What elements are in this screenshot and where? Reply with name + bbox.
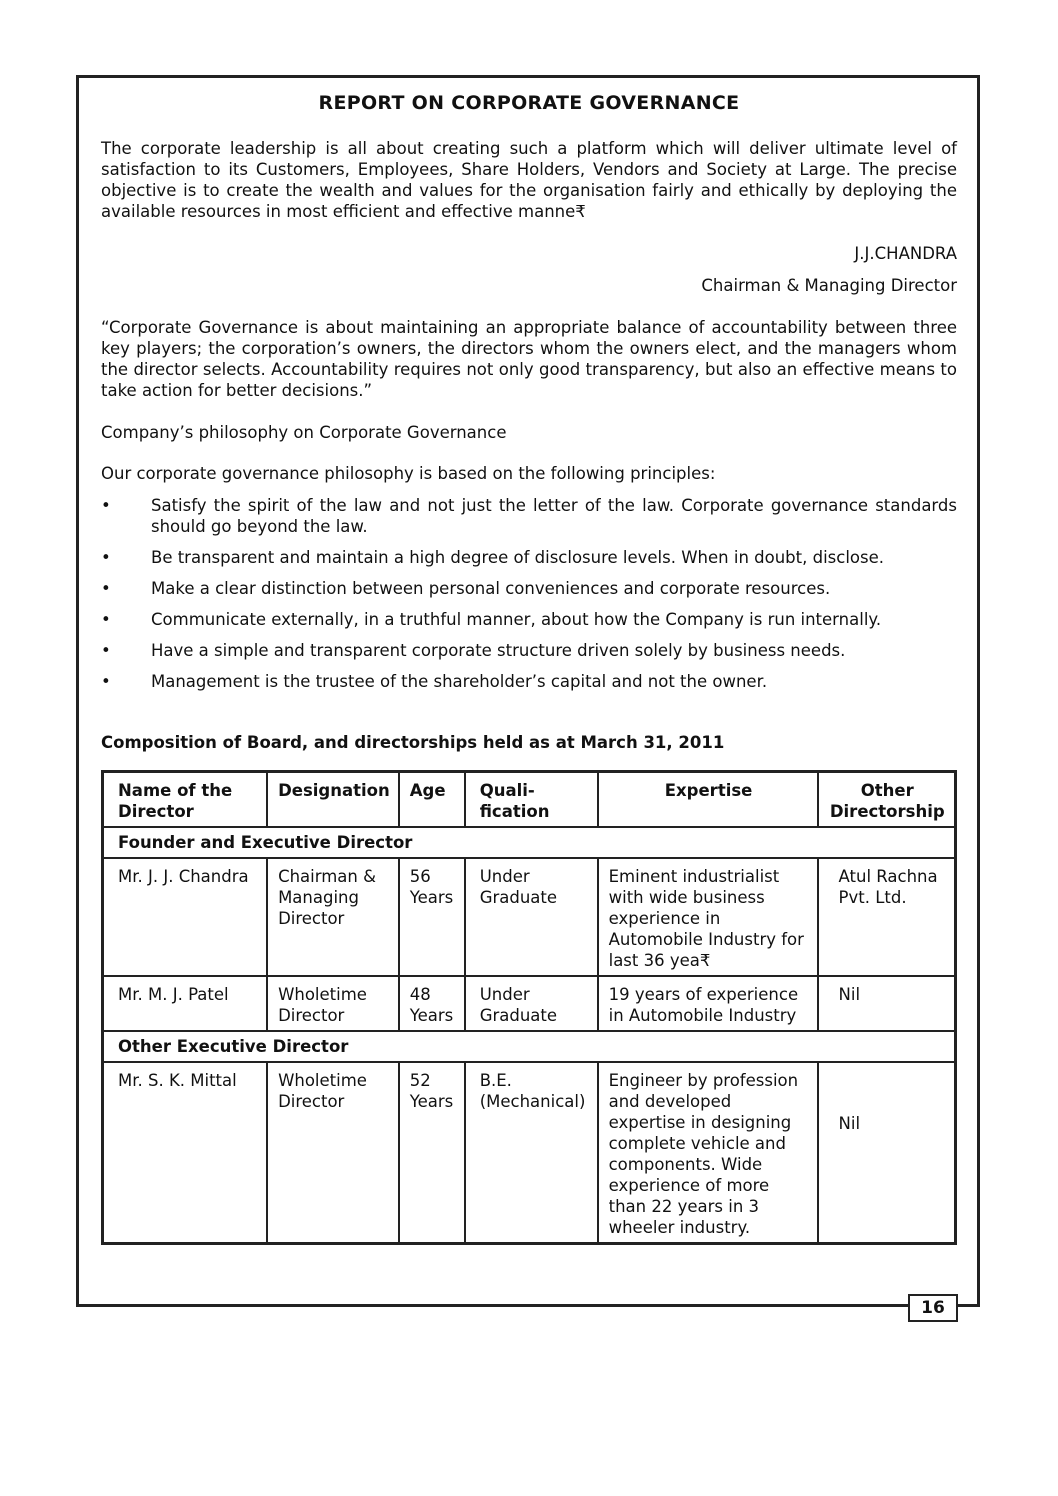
group-label: Founder and Executive Director (103, 827, 956, 858)
philosophy-heading-block (101, 422, 957, 443)
cell-name: Mr. S. K. Mittal (103, 1062, 268, 1244)
cell-age: 52 Years (399, 1062, 465, 1244)
page-number: 16 (908, 1294, 958, 1322)
header-designation: Designation (267, 772, 399, 828)
principles-intro: Our corporate governance philosophy is based on the following principles: (101, 464, 716, 483)
signatory-block (101, 243, 957, 296)
group-label: Other Executive Director (103, 1031, 956, 1062)
header-qualification: Quali-fication (465, 772, 598, 828)
cell-age: 48 Years (399, 976, 465, 1031)
list-item: • Have a simple and transparent corporate structure driven solely by business needs. (101, 641, 846, 660)
table-row (103, 1062, 956, 1244)
list-item: • Management is the trustee of the shareholder’s capital and not the owner. (101, 672, 768, 691)
cell-other-directorship: Nil (818, 976, 956, 1031)
governance-quote: “Corporate Governance is about maintaining an appropriate balance of accountability between three key players; the corporation’s owners, the directors whom the owners elect, and the managers whom the director selects. Accountability requires not only good transparency, but also an effective means to take action for better decisions.” (101, 318, 957, 400)
cell-name: Mr. J. J. Chandra (103, 858, 268, 976)
table-row (103, 858, 956, 976)
bullet-icon: • (101, 496, 111, 515)
page-title: REPORT ON CORPORATE GOVERNANCE (318, 92, 740, 114)
table-row (103, 976, 956, 1031)
cell-expertise: Eminent industrialist with wide business experience in Automobile Industry for last 36 yea₹ (598, 858, 818, 976)
header-other-directorship: Other Directorship (818, 772, 956, 828)
bullet-icon: • (101, 641, 111, 660)
list-item: • Make a clear distinction between personal conveniences and corporate resources. (101, 579, 831, 598)
cell-designation: Wholetime Director (267, 1062, 399, 1244)
principles-intro-block (101, 463, 957, 484)
header-age: Age (399, 772, 465, 828)
group-row (103, 1031, 956, 1062)
cell-other-directorship: Atul Rachna Pvt. Ltd. (818, 858, 956, 976)
header-expertise: Expertise (598, 772, 818, 828)
group-row (103, 827, 956, 858)
cell-designation: Wholetime Director (267, 976, 399, 1031)
bullet-icon: • (101, 579, 111, 598)
list-item: • Satisfy the spirit of the law and not just the letter of the law. Corporate governance standards should go beyond the law. (101, 496, 957, 536)
philosophy-heading: Company’s philosophy on Corporate Governance (101, 423, 507, 442)
header-name: Name of the Director (103, 772, 268, 828)
cell-qualification: Under Graduate (465, 976, 598, 1031)
cell-qualification: Under Graduate (465, 858, 598, 976)
cell-other-directorship: Nil (818, 1062, 956, 1244)
principles-list (101, 495, 957, 692)
cell-qualification: B.E. (Mechanical) (465, 1062, 598, 1244)
list-item: • Be transparent and maintain a high degree of disclosure levels. When in doubt, disclose. (101, 548, 885, 567)
table-header-row (103, 772, 956, 828)
bullet-icon: • (101, 672, 111, 691)
bullet-icon: • (101, 610, 111, 629)
table-heading: Composition of Board, and directorships held as at March 31, 2011 (101, 733, 725, 752)
cell-age: 56 Years (399, 858, 465, 976)
principles-list-block (101, 495, 957, 702)
cell-expertise: 19 years of experience in Automobile Industry (598, 976, 818, 1031)
list-item: • Communicate externally, in a truthful manner, about how the Company is run internally. (101, 610, 882, 629)
bullet-icon: • (101, 548, 111, 567)
cell-expertise: Engineer by profession and developed expertise in designing complete vehicle and components. Wide experience of more than 22 years in 3 wheeler industry. (598, 1062, 818, 1244)
quote-block (101, 317, 957, 401)
board-composition-table (101, 770, 957, 1245)
signatory-name: J.J.CHANDRA (854, 244, 957, 263)
intro-block (101, 138, 957, 222)
signatory-designation: Chairman & Managing Director (701, 276, 957, 295)
intro-paragraph: The corporate leadership is all about creating such a platform which will deliver ultimate level of satisfaction to its Customers, Employees, Share Holders, Vendors and Society at Large. The precise objective is to create the wealth and values for the organisation fairly and ethically by deploying the available resources in most efficient and effective manne₹ (101, 139, 957, 221)
cell-designation: Chairman & Managing Director (267, 858, 399, 976)
cell-name: Mr. M. J. Patel (103, 976, 268, 1031)
